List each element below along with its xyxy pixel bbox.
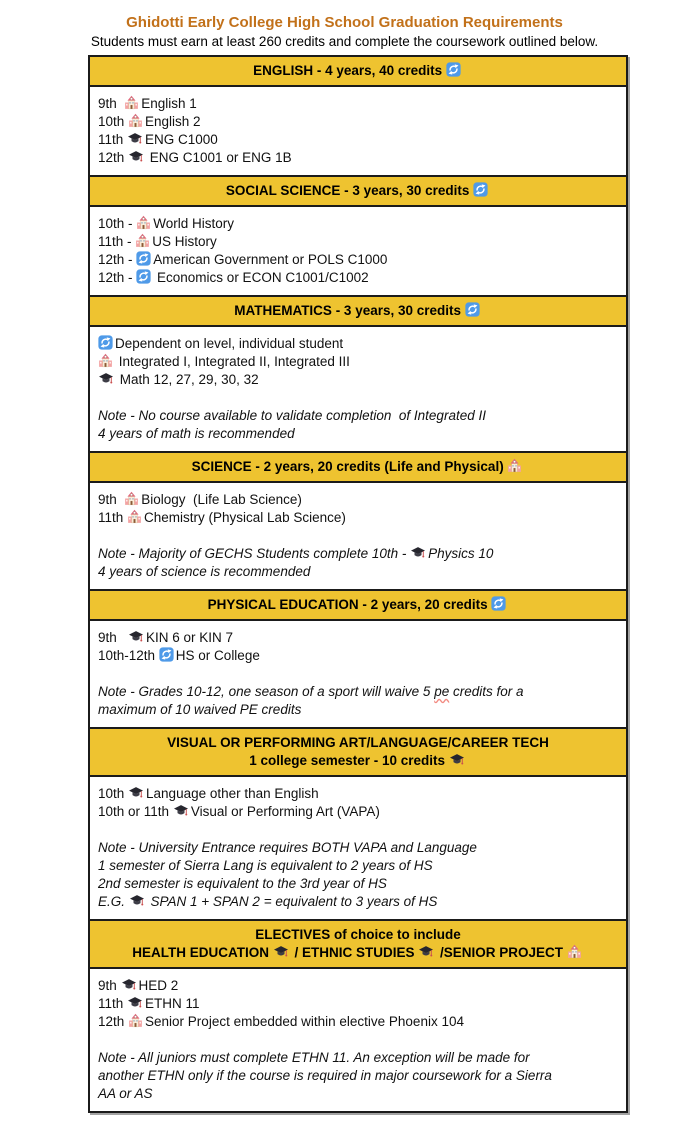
text-fragment: 10th [98,114,129,129]
section-notes [98,839,618,911]
sync-arrows-icon [465,302,480,317]
text-fragment: KIN 6 or KIN 7 [146,630,234,645]
text-fragment: 11th [98,510,128,525]
text-fragment: MATHEMATICS - 3 years, 30 credits [234,303,465,318]
section-notes [98,1049,618,1103]
note-line [98,545,618,563]
note-line [98,875,618,893]
sync-arrows-icon [473,182,488,197]
text-fragment: SOCIAL SCIENCE - 3 years, 30 credits [225,183,474,198]
graduation-cap-icon [127,132,143,146]
text-fragment: Integrated I, Integrated II, Integrated III [115,354,350,369]
text-fragment: 12th - [98,270,137,285]
section-header-english [90,57,626,87]
course-row [98,491,618,509]
section-title-line [96,752,620,770]
text-fragment: E.G. [98,894,129,909]
course-row [98,1013,618,1031]
text-fragment: SPAN 1 + SPAN 2 = equivalent to 3 years of HS [146,894,438,909]
course-row [98,95,618,113]
text-fragment: 1 college semester - 10 credits [249,753,449,768]
section-body-mathematics [90,327,626,451]
text-fragment: 12th [98,150,129,165]
text-fragment: 12th [98,1014,129,1029]
text-fragment: 9th [98,492,125,507]
text-fragment: 4 years of math is recommended [98,426,295,441]
school-building-icon [124,95,139,110]
text-fragment: Senior Project embedded within elective Phoenix 104 [145,1014,464,1029]
section-body-vapa-language-career-tech [90,777,626,919]
text-fragment: American Government or POLS C1000 [153,252,388,267]
section-title-line [96,458,620,476]
course-row [98,233,618,251]
text-fragment: ENG C1000 [145,132,218,147]
text-fragment: English 1 [141,96,197,111]
note-line [98,683,618,701]
text-fragment: ENGLISH - 4 years, 40 credits [253,63,446,78]
note-line [98,563,618,581]
spellcheck-flagged-text: pe [434,684,450,699]
school-building-icon [124,491,139,506]
requirements-table [88,55,628,1113]
section-header-mathematics [90,295,626,327]
graduation-cap-icon [273,945,289,959]
section-title-line [96,62,620,80]
text-fragment: Physics 10 [428,546,494,561]
section-body-physical-education [90,621,626,727]
section-notes [98,407,618,443]
section-title-line [96,302,620,320]
text-fragment: ENG C1001 or ENG 1B [146,150,292,165]
text-fragment: Economics or ECON C1001/C1002 [153,270,369,285]
graduation-cap-icon [127,996,143,1010]
text-fragment: 11th [98,996,128,1011]
note-line [98,893,618,911]
course-row [98,335,618,353]
course-row [98,149,618,167]
note-line [98,1067,618,1085]
text-fragment: 10th - [98,216,137,231]
text-fragment: ELECTIVES of choice to include [255,927,461,942]
section-title-line [96,596,620,614]
school-building-icon [128,113,143,128]
text-fragment: 10th-12th [98,648,159,663]
sync-arrows-icon [159,647,174,662]
course-row [98,113,618,131]
note-line [98,839,618,857]
text-fragment: HS or College [175,648,260,663]
text-fragment: HED 2 [138,978,179,993]
section-title-line [96,944,620,962]
text-fragment: Visual or Performing Art (VAPA) [190,804,380,819]
course-row [98,803,618,821]
text-fragment: PHYSICAL EDUCATION - 2 years, 20 credits [207,597,492,612]
graduation-cap-icon [128,630,144,644]
text-fragment: Note - University Entrance requires BOTH VAPA and Language [98,840,477,855]
text-fragment: 9th [98,978,121,993]
school-building-icon [507,458,522,473]
note-line [98,425,618,443]
section-body-social-science [90,207,626,295]
graduation-cap-icon [121,978,137,992]
course-row [98,371,618,389]
text-fragment: 2nd semester is equivalent to the 3rd year of HS [98,876,387,891]
text-fragment: 10th or 11th [98,804,173,819]
graduation-cap-icon [98,372,114,386]
note-line [98,1049,618,1067]
course-row [98,629,618,647]
graduation-cap-icon [128,786,144,800]
page-title: Ghidotti Early College High School Graduation Requirements [126,14,563,31]
note-line [98,857,618,875]
school-building-icon [127,509,142,524]
text-fragment: /SENIOR PROJECT [436,945,567,960]
text-fragment: Note - Grades 10-12, one season of a sport will waive 5 [98,684,435,699]
text-fragment: ETHN 11 [145,996,200,1011]
text-fragment: Note - All juniors must complete ETHN 11. An exception will be made for [98,1050,530,1065]
section-notes [98,545,618,581]
section-header-electives [90,919,626,969]
note-line [98,407,618,425]
text-fragment: 1 semester of Sierra Lang is equivalent to 2 years of HS [98,858,433,873]
graduation-cap-icon [128,150,144,164]
text-fragment: World History [153,216,235,231]
text-fragment: maximum of 10 waived PE credits [98,702,302,717]
course-row [98,977,618,995]
text-fragment: 10th [98,786,129,801]
text-fragment: Math 12, 27, 29, 30, 32 [116,372,259,387]
text-fragment: AA or AS [98,1086,153,1101]
section-title-line [96,734,620,752]
school-building-icon [98,353,113,368]
section-header-physical-education [90,589,626,621]
text-fragment: VISUAL OR PERFORMING ART/LANGUAGE/CAREER TECH [167,735,549,750]
course-row [98,785,618,803]
text-fragment: Note - No course available to validate completion of Integrated II [98,408,486,423]
text-fragment: Note - Majority of GECHS Students complete 10th - [98,546,411,561]
text-fragment: 4 years of science is recommended [98,564,311,579]
text-fragment: Dependent on level, individual student [115,336,344,351]
section-notes [98,683,618,719]
graduation-cap-icon [449,753,465,767]
text-fragment: US History [152,234,217,249]
graduation-cap-icon [173,804,189,818]
graduation-cap-icon [410,546,426,560]
course-row [98,269,618,287]
school-building-icon [128,1013,143,1028]
section-body-science [90,483,626,589]
text-fragment: 11th - [98,234,136,249]
section-body-electives [90,969,626,1111]
course-row [98,131,618,149]
course-row [98,995,618,1013]
text-fragment: 9th [98,96,125,111]
course-row [98,251,618,269]
text-fragment: credits for a [449,684,524,699]
sync-arrows-icon [98,335,113,350]
section-title-line [96,182,620,200]
school-building-icon [135,233,150,248]
text-fragment: English 2 [145,114,201,129]
text-fragment: / ETHNIC STUDIES [290,945,419,960]
note-line [98,701,618,719]
course-row [98,647,618,665]
section-header-vapa-language-career-tech [90,727,626,777]
text-fragment: 12th - [98,252,137,267]
section-body-english [90,87,626,175]
text-fragment: 11th [98,132,128,147]
section-title-line [96,926,620,944]
graduation-cap-icon [129,894,145,908]
school-building-icon [136,215,151,230]
sync-arrows-icon [446,62,461,77]
sync-arrows-icon [491,596,506,611]
page-subtitle: Students must earn at least 260 credits and complete the coursework outlined below. [90,34,599,49]
text-fragment: HEALTH EDUCATION [132,945,273,960]
section-header-social-science [90,175,626,207]
graduation-cap-icon [418,945,434,959]
school-building-icon [567,944,582,959]
text-fragment: another ETHN only if the course is required in major coursework for a Sierra [98,1068,552,1083]
text-fragment: Chemistry (Physical Lab Science) [144,510,346,525]
section-header-science [90,451,626,483]
note-line [98,1085,618,1103]
course-row [98,353,618,371]
sync-arrows-icon [136,269,151,284]
sync-arrows-icon [136,251,151,266]
course-row [98,509,618,527]
text-fragment: Language other than English [146,786,319,801]
text-fragment: Biology (Life Lab Science) [141,492,302,507]
text-fragment: 9th [98,630,129,645]
text-fragment: SCIENCE - 2 years, 20 credits (Life and Physical) [191,459,508,474]
course-row [98,215,618,233]
